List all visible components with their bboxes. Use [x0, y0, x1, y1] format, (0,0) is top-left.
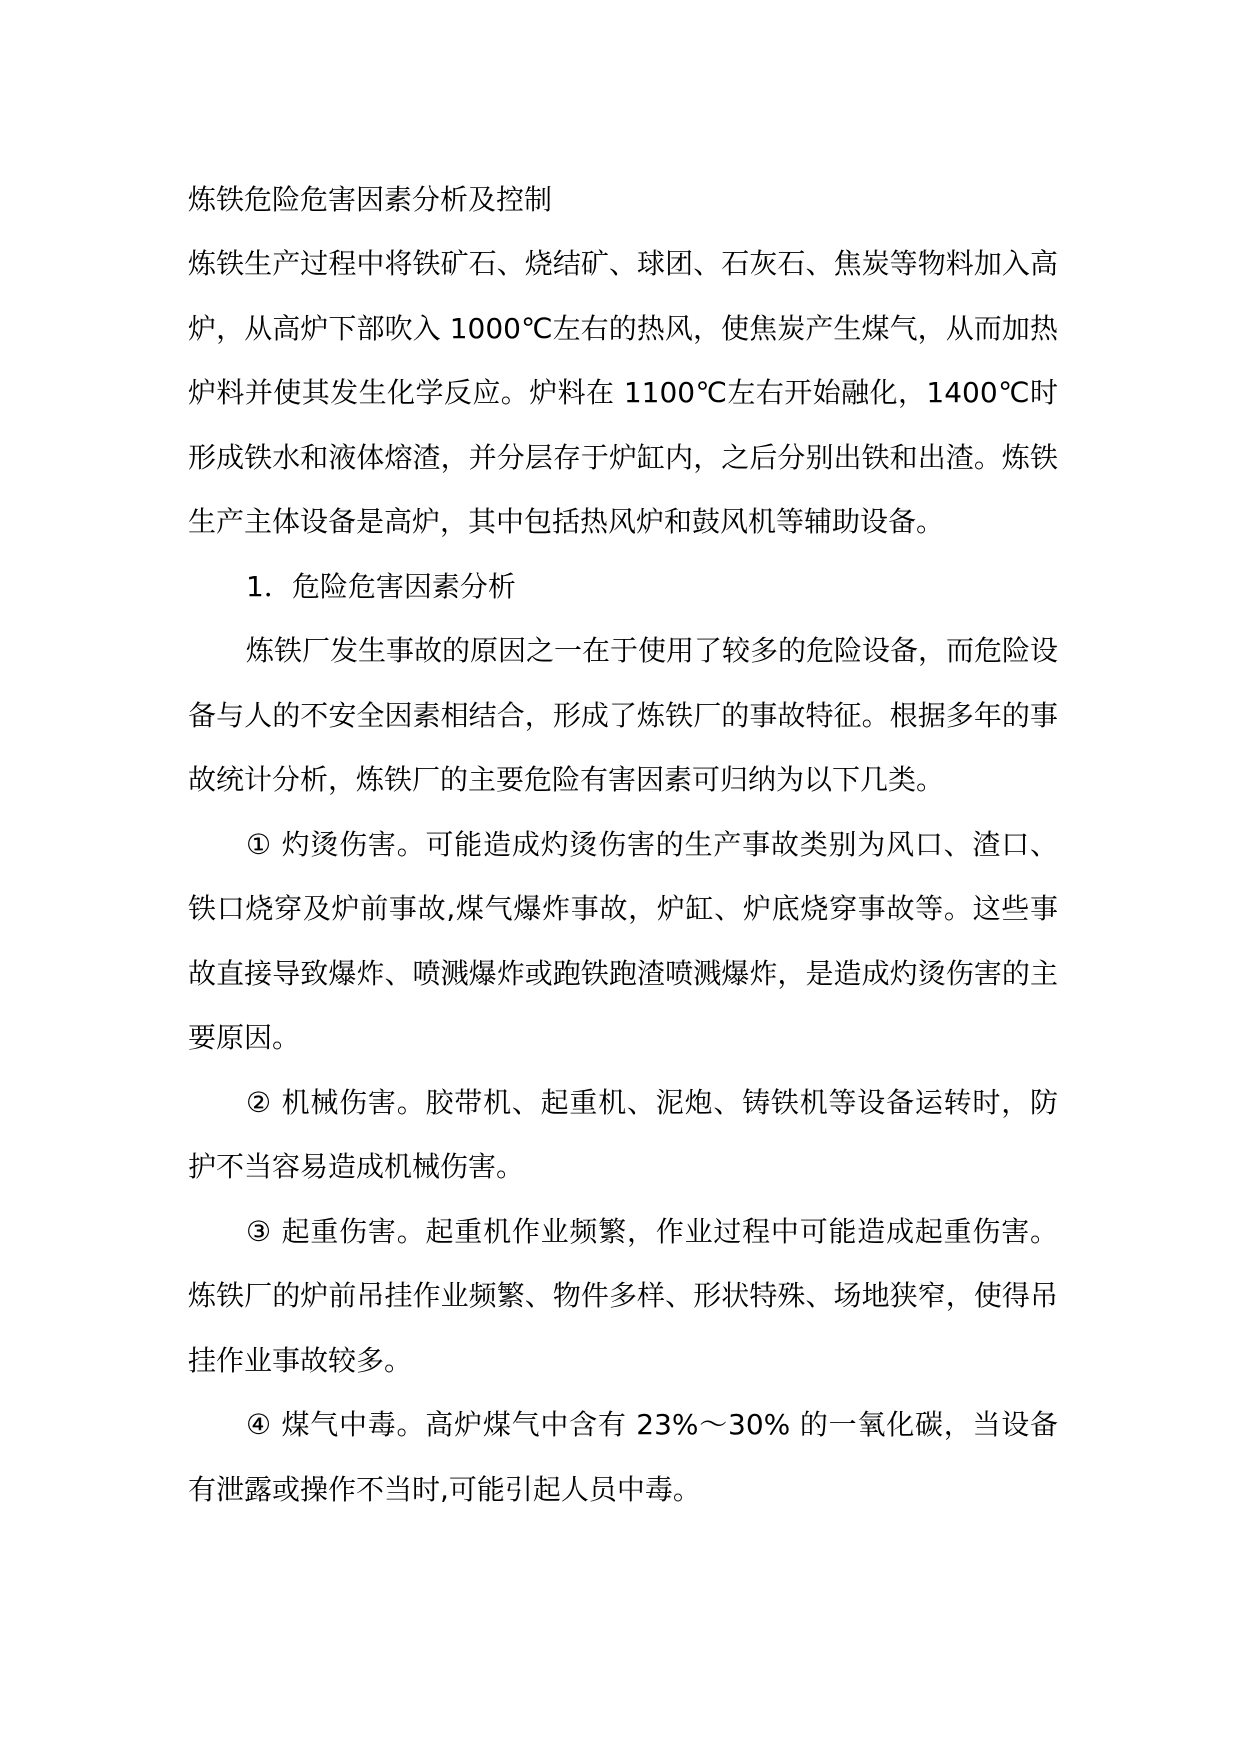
document-title: 炼铁危险危害因素分析及控制 [188, 183, 553, 216]
paragraph-lifting-injury: ③ 起重伤害。起重机作业频繁，作业过程中可能造成起重伤害。炼铁厂的炉前吊挂作业频繁、物件多样、形状特殊、场地狭窄，使得吊挂作业事故较多。 [188, 1214, 1058, 1377]
paragraph-mechanical-injury: ② 机械伤害。胶带机、起重机、泥炮、铸铁机等设备运转时，防护不当容易造成机械伤害。 [188, 1085, 1058, 1183]
document-page [188, 168, 1058, 1522]
section-heading-hazard-analysis: 1．危险危害因素分析 [246, 569, 516, 603]
paragraph-intro: 炼铁生产过程中将铁矿石、烧结矿、球团、石灰石、焦炭等物料加入高炉，从高炉下部吹入 1000℃左右的热风，使焦炭产生煤气，从而加热炉料并使其发生化学反应。炉料在 1100℃左右开始融化，1400℃时形成铁水和液体熔渣，并分层存于炉缸内，之后分别出铁和出渣。炼铁生产主体设备是高炉，其中包括热风炉和鼓风机等辅助设备。 [188, 247, 1058, 538]
paragraph-accident-causes: 炼铁厂发生事故的原因之一在于使用了较多的危险设备，而危险设备与人的不安全因素相结合，形成了炼铁厂的事故特征。根据多年的事故统计分析，炼铁厂的主要危险有害因素可归纳为以下几类。 [188, 634, 1059, 796]
paragraph-burn-injury: ① 灼烫伤害。可能造成灼烫伤害的生产事故类别为风口、渣口、铁口烧穿及炉前事故,煤气爆炸事故，炉缸、炉底烧穿事故等。这些事故直接导致爆炸、喷溅爆炸或跑铁跑渣喷溅爆炸，是造成灼烫伤害的主要原因。 [188, 827, 1058, 1054]
paragraph-gas-poisoning: ④ 煤气中毒。高炉煤气中含有 23%～30% 的一氧化碳，当设备有泄露或操作不当时,可能引起人员中毒。 [188, 1408, 1058, 1506]
